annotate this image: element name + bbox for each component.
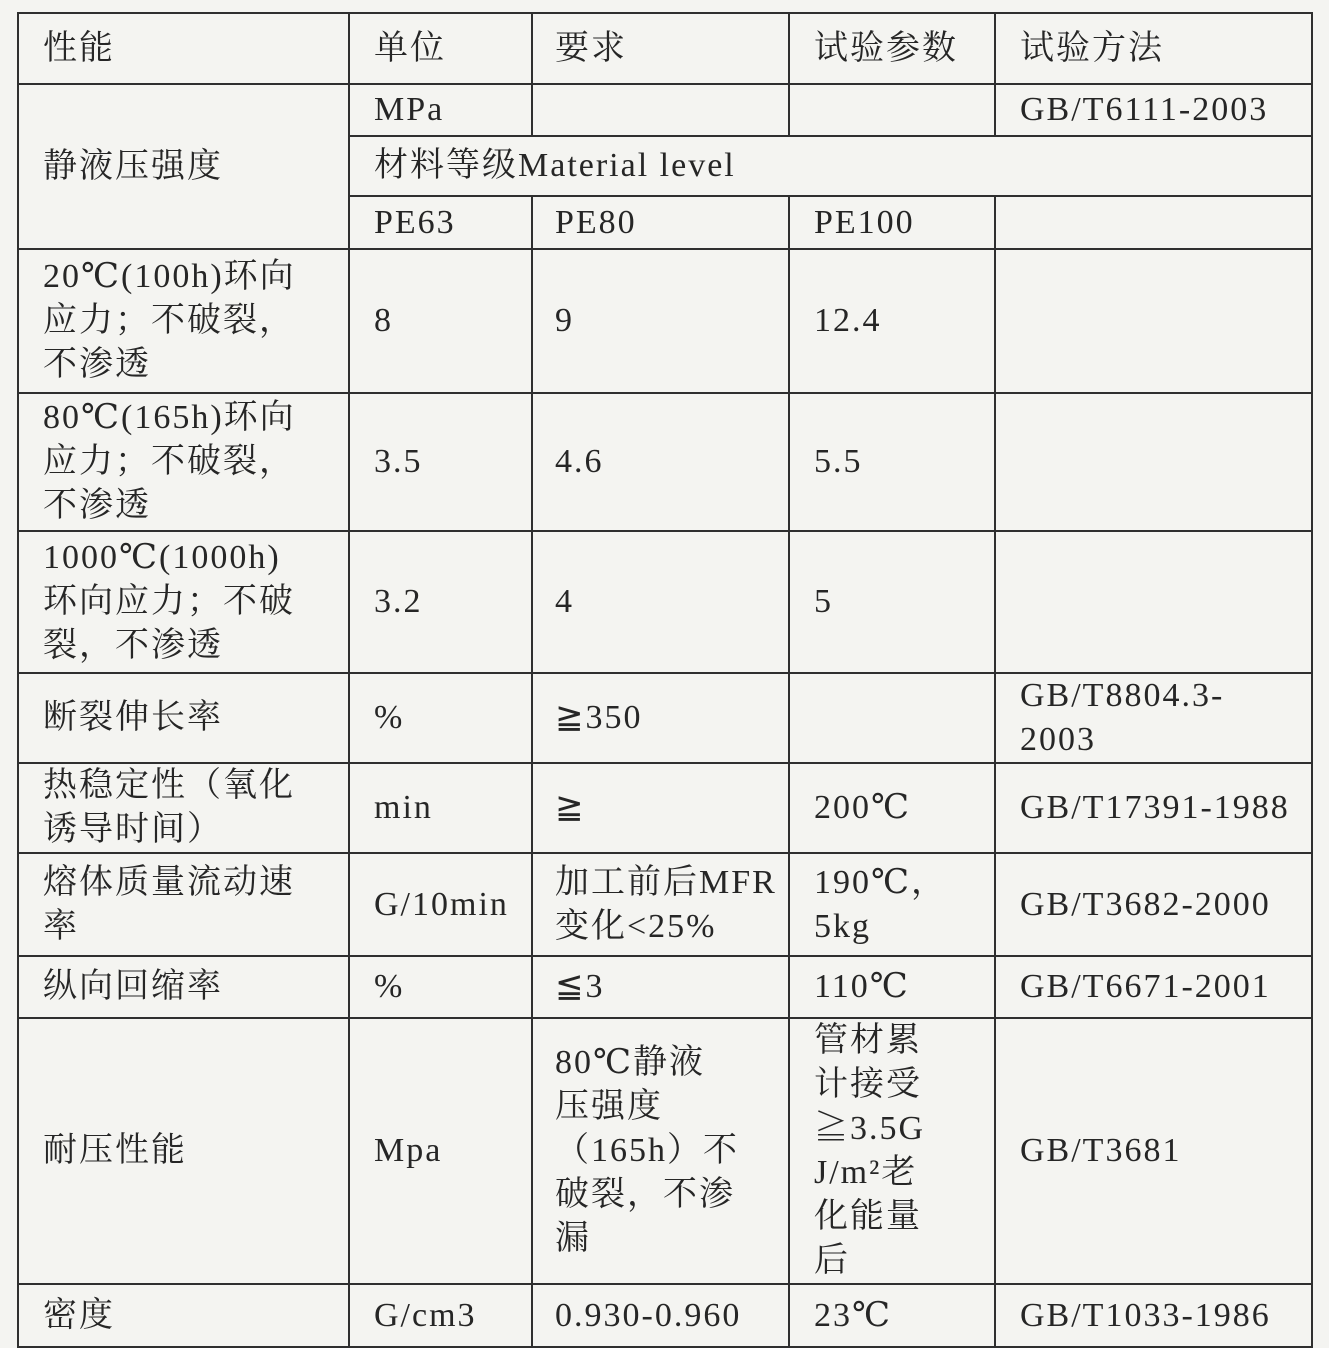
stress-condition-cell: 1000℃(1000h)环向应力；不破裂，不渗透: [18, 531, 349, 673]
empty-cell: [995, 393, 1312, 531]
method-cell: GB/T1033-1986: [995, 1284, 1312, 1347]
value-cell-pe63: 3.2: [349, 531, 532, 673]
unit-cell: %: [349, 956, 532, 1018]
property-cell: 纵向回缩率: [18, 956, 349, 1018]
property-cell: 热稳定性（氧化诱导时间）: [18, 763, 349, 853]
pe-pipe-spec-table: [17, 12, 1313, 1348]
test-parameter-cell: [789, 1018, 995, 1284]
empty-cell: [995, 531, 1312, 673]
value-cell-pe63: 3.5: [349, 393, 532, 531]
grade-cell-pe100: PE100: [789, 196, 995, 249]
header-test-method: 试验方法: [995, 13, 1312, 84]
test-parameter-text: 管材累计接受≧3.5GJ/m²老化能量后: [814, 1022, 926, 1279]
header-row: [18, 13, 1312, 84]
property-cell: 断裂伸长率: [18, 673, 349, 763]
unit-cell: Mpa: [349, 1018, 532, 1284]
table-row: [18, 393, 1312, 531]
property-cell: 耐压性能: [18, 1018, 349, 1284]
requirement-cell: 0.930-0.960: [532, 1284, 789, 1347]
unit-cell: G/10min: [349, 853, 532, 956]
unit-cell: min: [349, 763, 532, 853]
header-test-parameter: 试验参数: [789, 13, 995, 84]
requirement-cell: 加工前后MFR变化<25%: [532, 853, 789, 956]
value-cell-pe80: 4.6: [532, 393, 789, 531]
empty-cell: [532, 84, 789, 136]
method-cell: GB/T3682-2000: [995, 853, 1312, 956]
table-row: [18, 531, 1312, 673]
unit-cell: G/cm3: [349, 1284, 532, 1347]
method-cell: GB/T6671-2001: [995, 956, 1312, 1018]
table-row: [18, 1018, 1312, 1284]
empty-cell: [995, 249, 1312, 393]
requirement-cell: ≧350: [532, 673, 789, 763]
method-text: GB/T8804.3-2003: [1020, 677, 1225, 758]
method-cell: GB/T6111-2003: [995, 84, 1312, 136]
table-row: [18, 1284, 1312, 1347]
test-parameter-cell: 110℃: [789, 956, 995, 1018]
stress-condition-cell: 80℃(165h)环向应力；不破裂，不渗透: [18, 393, 349, 531]
method-cell: GB/T17391-1988: [995, 763, 1312, 853]
header-property: 性能: [18, 13, 349, 84]
value-cell-pe80: 4: [532, 531, 789, 673]
value-cell-pe100: 5: [789, 531, 995, 673]
test-parameter-cell: 200℃: [789, 763, 995, 853]
property-cell: 熔体质量流动速率: [18, 853, 349, 956]
method-cell: [995, 673, 1312, 763]
test-parameter-cell: 23℃: [789, 1284, 995, 1347]
unit-cell: %: [349, 673, 532, 763]
empty-cell: [789, 84, 995, 136]
grade-cell-pe63: PE63: [349, 196, 532, 249]
grade-cell-pe80: PE80: [532, 196, 789, 249]
requirement-cell: ≧: [532, 763, 789, 853]
requirement-cell: [532, 1018, 789, 1284]
value-cell-pe100: 5.5: [789, 393, 995, 531]
header-unit: 单位: [349, 13, 532, 84]
value-cell-pe80: 9: [532, 249, 789, 393]
property-cell: 静液压强度: [18, 84, 349, 249]
empty-cell: [789, 673, 995, 763]
requirement-cell: ≦3: [532, 956, 789, 1018]
test-parameter-cell: 190℃，5kg: [789, 853, 995, 956]
value-cell-pe100: 12.4: [789, 249, 995, 393]
value-cell-pe63: 8: [349, 249, 532, 393]
unit-cell: MPa: [349, 84, 532, 136]
empty-cell: [995, 196, 1312, 249]
property-cell: 密度: [18, 1284, 349, 1347]
table-row: [18, 249, 1312, 393]
method-cell: GB/T3681: [995, 1018, 1312, 1284]
header-requirement: 要求: [532, 13, 789, 84]
table-row: [18, 763, 1312, 853]
table-row: [18, 956, 1312, 1018]
material-level-cell: 材料等级Material level: [349, 136, 1312, 196]
table-row: [18, 84, 1312, 136]
stress-condition-cell: 20℃(100h)环向应力；不破裂，不渗透: [18, 249, 349, 393]
requirement-text: 80℃静液压强度（165h）不破裂，不渗漏: [555, 1044, 739, 1257]
table-row: [18, 673, 1312, 763]
table-row: [18, 853, 1312, 956]
